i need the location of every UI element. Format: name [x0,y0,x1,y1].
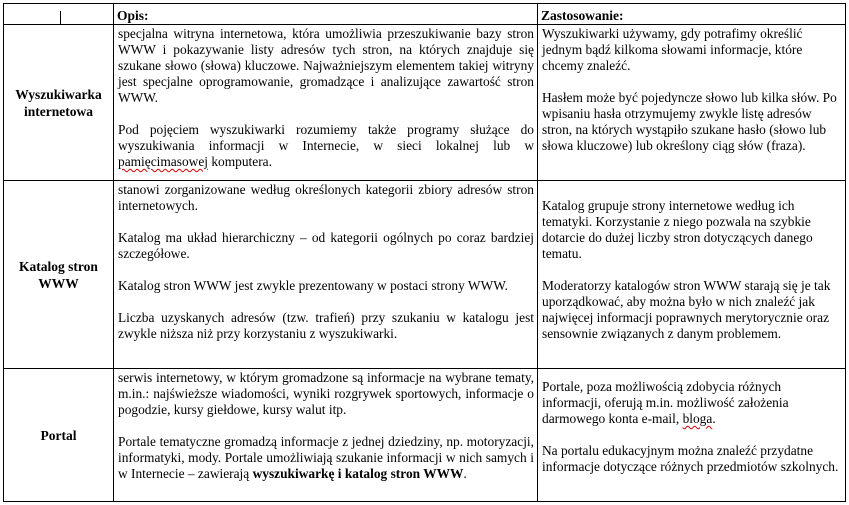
header-empty-cell [4,4,114,25]
paragraph: Katalog ma układ hierarchiczny – od kategorii ogólnych po coraz bardziej szczegółowe. [118,230,534,261]
text-run: Pod pojęciem wyszukiwarki rozumiemy także programy służące do wyszukiwania informacji w Internecie, w sieci lokalnej lub w [118,122,534,153]
row-label-portal [4,369,114,501]
text-run: Portale tematyczne gromadzą informacje z jednej dziedziny, np. motoryzacji, informatyki, mody. Portale umożliwiają szukanie informacji w nich samych i w Internecie – zawierają [118,434,534,481]
paragraph: Wyszukiwarki używamy, gdy potrafimy określić jednym bądź kilkoma słowami informacje, które chcemy znaleźć. [542,26,803,73]
row-label-wyszukiwarka [4,25,114,181]
paragraph: Katalog stron WWW jest zwykle prezentowany w postaci strony WWW. [118,278,508,293]
row-label-line: Portal [40,427,77,443]
paragraph: serwis internetowy, w którym gromadzone są informacje na wybrane tematy, m.in.: najświeższe wiadomości, wyniki rozgrywek sportowych, informacje o pogodzie, kursy giełdowe, kursy walut itp. [118,370,534,417]
misspelled-word: bloga [682,411,713,426]
bold-text: wyszukiwarkę i katalog stron WWW [252,466,464,481]
paragraph: Moderatorzy katalogów stron WWW starają się je tak uporządkować, aby można było w nich znaleźć jak najwięcej informacji poprawnych merytorycznie oraz sensownie związanych z danym problemem. [542,278,831,341]
row-label-katalog [4,181,114,369]
row-label-line: Katalog stron [19,258,98,274]
paragraph: stanowi zorganizowane według określonych kategorii zbiory adresów stron internetowych. [118,182,534,213]
text-run: komputera. [207,154,272,169]
text-cursor [60,11,61,25]
opis-portal [114,369,538,501]
zastosowanie-portal [538,369,845,501]
paragraph [118,434,534,482]
comparison-table [3,3,846,502]
header-zastosowanie: Zastosowanie: [538,4,845,25]
paragraph: Liczba uzyskanych adresów (tzw. trafień) przy szukaniu w katalogu jest zwykle niższa niż przy korzystaniu z wyszukiwarki. [118,310,534,341]
paragraph: Hasłem może być pojedyncze słowo lub kilka słów. Po wpisaniu hasła otrzymujemy zwykle listę adresów stron, na których wystąpiło szukane hasło (słowo lub słowa kluczowe) lub określony ciąg słów (fraza). [542,90,837,153]
text-run: . [712,411,716,426]
header-opis: Opis: [114,4,538,25]
opis-katalog [114,181,538,369]
opis-wyszukiwarka [114,25,538,181]
row-label-line: Wyszukiwarka [15,86,102,102]
paragraph: Katalog grupuje strony internetowe według ich tematyki. Korzystanie z niego pozwala na szybkie dotarcie do dużej liczby stron dotyczących danego tematu. [542,198,813,261]
paragraph: specjalna witryna internetowa, która umożliwia przeszukiwanie bazy stron WWW i pokazywanie listy adresów tych stron, na których znajduje się szukane słowo (słowa) kluczowe. Najważniejszym elementem takiej witryny jest specjalne oprogramowanie, gromadzące i analizujące zawartość stron WWW. [118,26,534,105]
paragraph: Na portalu edukacyjnym można znaleźć przydatne informacje dotyczące różnych przedmiotów szkolnych. [542,443,839,474]
zastosowanie-katalog [538,181,845,369]
row-label-line: internetowa [24,103,93,119]
paragraph [542,379,842,427]
text-run: Portale, poza możliwością zdobycia różnych informacji, oferują m.in. możliwość założenia darmowego konta e-mail, [542,379,789,426]
row-label-line: WWW [38,275,79,291]
paragraph [118,122,534,170]
misspelled-word: pamięcimasowej [118,154,208,169]
text-run: . [463,466,467,481]
zastosowanie-wyszukiwarka [538,25,845,181]
